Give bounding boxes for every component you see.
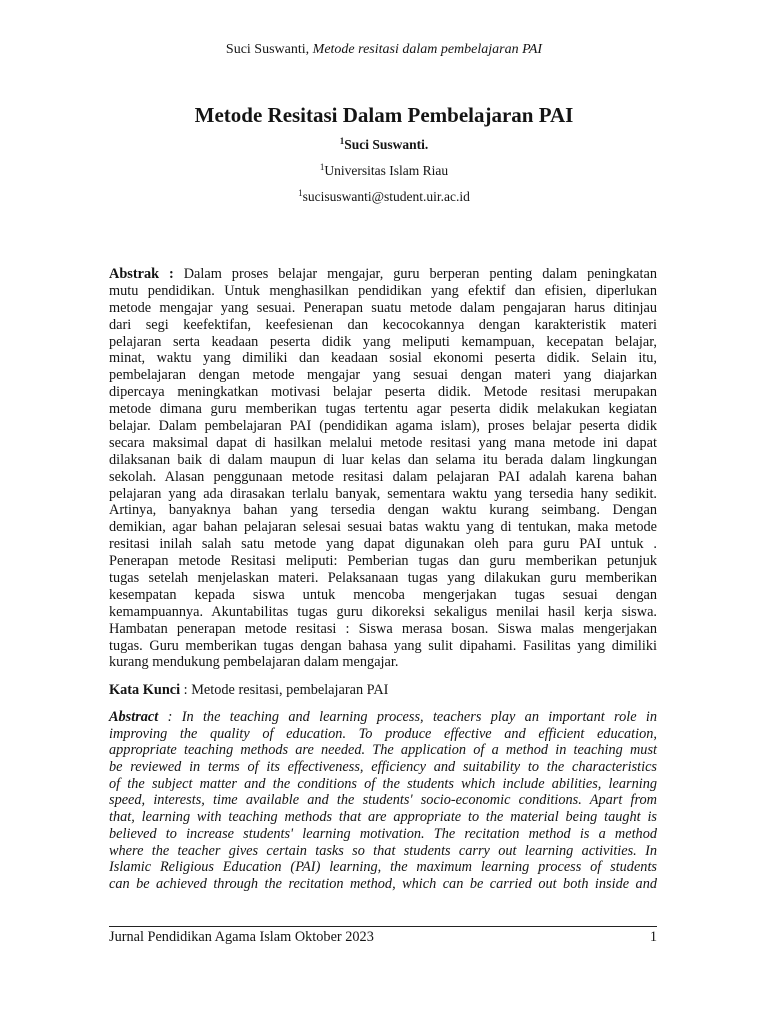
abstract-indonesian-line: Hambatan penerapan metode resitasi : Siswa merasa bosan. Siswa malas mengerjakan — [109, 620, 657, 637]
abstract-indonesian-line: dari segi keefektifan, keefesienan dan kecocokannya dengan karakteristik materi — [109, 316, 657, 333]
keywords-line — [109, 682, 657, 699]
abstract-english-line: of the subject matter and the conditions of the students which include abilities, learning — [109, 775, 657, 792]
running-header-author: Suci Suswanti, — [225, 42, 310, 57]
affiliation-line — [0, 162, 768, 180]
email-superscript: 1 — [298, 188, 303, 198]
abstract-indonesian — [109, 266, 657, 671]
keywords — [109, 682, 657, 699]
keywords-label: Kata Kunci — [109, 682, 181, 698]
running-header — [0, 41, 768, 59]
abstract-indonesian-line: dipercaya meningkatkan motivasi belajar peserta didik. Metode resitasi merupakan — [109, 384, 657, 401]
footer-divider — [109, 926, 657, 927]
abstract-indonesian-line: minat, waktu yang dimiliki dan keadaan sosial ekonomi peserta didik. Selain itu, — [109, 350, 657, 367]
abstract-indonesian-line: pelajaran yang ada dirasakan terlalu banyak, sementara waktu yang tersedia hany sedikit. — [109, 485, 657, 502]
abstract-indonesian-line: metode dimana guru memberikan tugas tertentu agar peserta didik melakukan kegiatan — [109, 401, 657, 418]
abstract-indonesian-line: metode mengajar yang sesuai. Penerapan suatu metode dalam pengajaran harus ditinjau — [109, 299, 657, 316]
abstract-english-line: believed to increase students' learning motivation. The recitation method is a method — [109, 825, 657, 842]
abstract-english-first-line — [109, 709, 657, 726]
abstract-english-line: appropriate teaching methods are needed. The application of a method in teaching must — [109, 742, 657, 759]
email-line — [0, 188, 768, 206]
abstract-english-line: that, learning with teaching methods that are appropriate to the material being taught is — [109, 809, 657, 826]
abstract-indonesian-last-line: kurang mendukung pembelajaran dalam mengajar. — [109, 654, 399, 671]
abstract-indonesian-line: Penerapan metode Resitasi meliputi: Pemberian tugas dan guru memberikan petunjuk — [109, 553, 657, 570]
keywords-text: : Metode resitasi, pembelajaran PAI — [180, 682, 389, 698]
abstract-indonesian-first-line — [109, 266, 657, 283]
abstract-english — [109, 709, 657, 893]
abstract-indonesian-line: kesempatan kepada siswa untuk mencoba mengerjakan tugas sesuai dengan — [109, 586, 657, 603]
running-header-journal-title: Metode resitasi dalam pembelajaran PAI — [312, 42, 543, 57]
abstract-english-line: be reviewed in terms of its effectiveness, efficiency and suitability to the characteristics — [109, 759, 657, 776]
abstract-english-line: can be achieved through the recitation method, which can be carried out both inside and — [109, 875, 657, 892]
abstract-indonesian-line: pelajaran serta keadaan peserta didik yang meliputi kemampuan, kecepatan belajar, — [109, 333, 657, 350]
abstract-indonesian-line: tugas setelah menjelaskan materi. Pelaksanaan tugas yang dilakukan guru memberikan — [109, 570, 657, 587]
author-name: Suci Suswanti. — [344, 137, 429, 152]
abstract-indonesian-line: tugas. Guru memberikan tugas dengan bahasa yang sulit dipahami. Fasilitas yang dimiliki — [109, 637, 657, 654]
abstract-indonesian-line: secara maksimal dapat di hasilkan melalui metode resitasi yang mana metode ini dapat — [109, 434, 657, 451]
abstract-indonesian-line: sekolah. Alasan penggunaan metode resitasi dalam pelajaran PAI adalah karena bahan — [109, 468, 657, 485]
author-email[interactable]: sucisuswanti@student.uir.ac.id — [302, 189, 470, 204]
affiliation-name: Universitas Islam Riau — [324, 163, 449, 178]
abstract-indonesian-line: resitasi inilah salah satu metode yang dapat digunakan oleh para guru PAI untuk . — [109, 536, 657, 553]
abstract-indonesian-line: pembelajaran dengan metode mengajar yang sesuai dengan materi yang diajarkan — [109, 367, 657, 384]
abstract-english-line: where the teacher gives certain tasks so that students carry out learning activities. In — [109, 842, 657, 859]
abstract-indonesian-line: dilaksanan baik di dalam maupun di luar kelas dan selama itu berada dalam lingkungan — [109, 451, 657, 468]
abstract-english-first-text: : In the teaching and learning process, teachers play an important role in — [158, 709, 657, 725]
abstract-indonesian-first-text: Dalam proses belajar mengajar, guru berperan penting dalam peningkatan — [183, 266, 657, 282]
abstract-english-line: improving the quality of education. To produce effective and efficient education, — [109, 725, 657, 742]
page-number: 1 — [649, 929, 657, 945]
author-line — [0, 136, 768, 154]
article-title: Metode Resitasi Dalam Pembelajaran PAI — [194, 103, 574, 127]
abstract-english-line: Islamic Religious Education (PAI) learning, the maximum learning process of students — [109, 859, 657, 876]
abstract-indonesian-line: mutu pendidikan. Untuk menghasilkan pendidikan yang efektif dan efisien, diperlukan — [109, 282, 657, 299]
abstract-indonesian-line: Artinya, banyaknya bahan yang tersedia dengan waktu kurang seimbang. Dengan — [109, 502, 657, 519]
affiliation-superscript: 1 — [319, 162, 325, 172]
abstract-english-label: Abstract — [109, 709, 159, 725]
abstract-indonesian-line: kemampuannya. Akuntabilitas tugas guru dikoreksi sekaligus menilai hasil kerja siswa. — [109, 603, 657, 620]
abstract-indonesian-line: demikian, agar bahan pelajaran selesai sesuai batas waktu yang di tentukan, maka metode — [109, 519, 657, 536]
footer-journal-name: Jurnal Pendidikan Agama Islam Oktober 2023 — [109, 929, 374, 945]
abstract-indonesian-line: belajar. Dalam pembelajaran PAI (pendidikan agama islam), proses belajar peserta didik — [109, 418, 657, 435]
abstract-indonesian-label: Abstrak : — [109, 266, 174, 282]
author-superscript: 1 — [339, 136, 345, 146]
abstract-english-line: speed, interests, time available and the students' socio-economic conditions. Apart from — [109, 792, 657, 809]
